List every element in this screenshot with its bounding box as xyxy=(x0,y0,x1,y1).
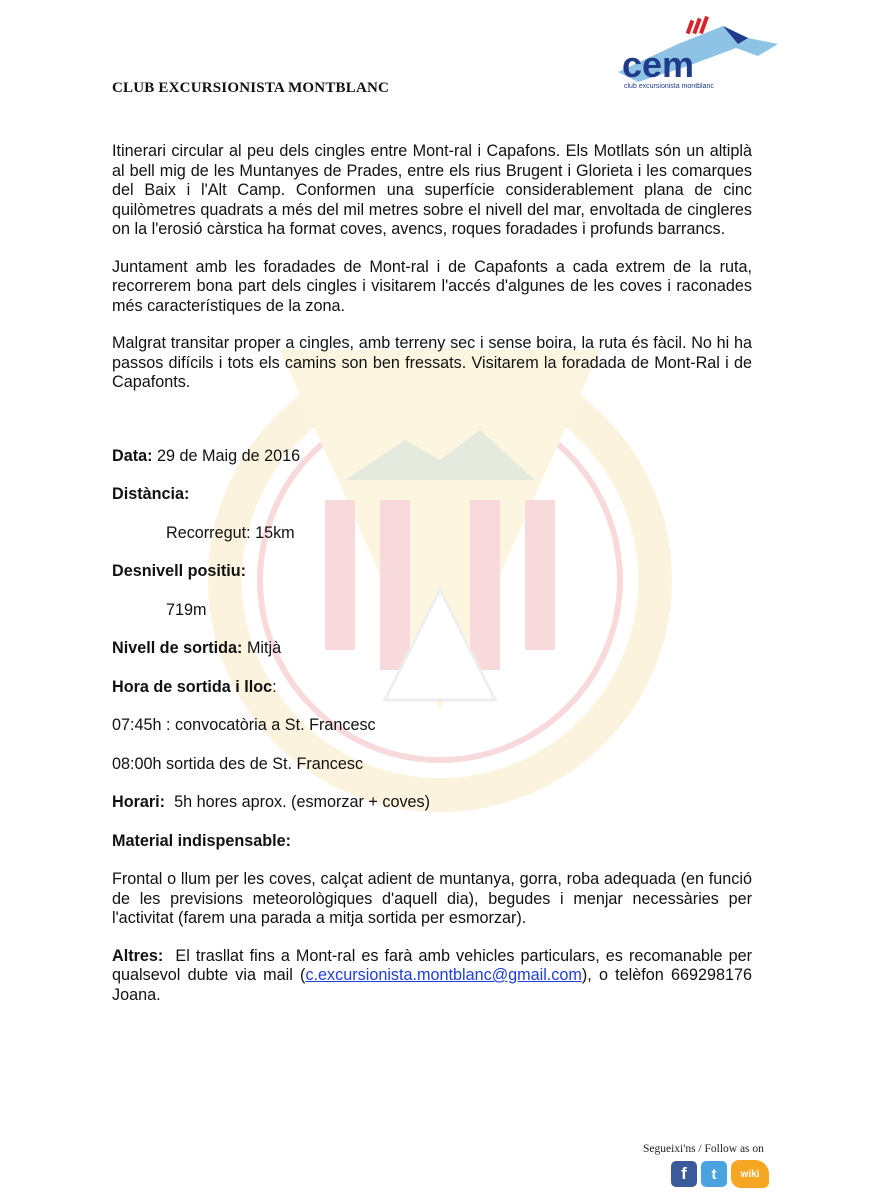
schedule-row xyxy=(112,793,752,813)
departure-label-row xyxy=(112,678,752,698)
distance-label: Distància: xyxy=(112,485,190,503)
departure-colon: : xyxy=(272,677,277,696)
distance-value: Recorregut: 15km xyxy=(166,523,295,542)
cem-logo xyxy=(618,14,780,90)
distance-label-row xyxy=(112,485,752,505)
elevation-label: Desnivell positiu: xyxy=(112,562,247,580)
material-label: Material indispensable: xyxy=(112,831,292,850)
departure-time: 08:00h sortida des de St. Francesc xyxy=(112,754,364,773)
intro-paragraph-3: Malgrat transitar proper a cingles, amb terreny sec i sense boira, la ruta és fàcil. No hi ha passos difícils i tots els camins son ben fressats. Visitarem la foradada de Mont-Ral i de Capafonts. xyxy=(112,334,752,391)
intro-paragraph-2: Juntament amb les foradades de Mont-ral i de Capafonts a cada extrem de la ruta, recorrerem bona part dels cingles i visitarem l'accés d'algunes de les coves i raconades més característiques de la zona. xyxy=(112,257,752,315)
social-footer xyxy=(643,1143,769,1188)
social-icons xyxy=(671,1160,769,1188)
material-value: Frontal o llum per les coves, calçat adient de muntanya, gorra, roba adequada (en funció de les previsions meteorològiques d'aquell dia), begudes i menjar necessàries per l'activitat (farem una parada a mitja sortida per esmorzar). xyxy=(112,870,752,927)
intro-paragraph-1: Itinerari circular al peu dels cingles entre Mont-ral i Capafons. Els Motllats són un altiplà al bell mig de les Muntanyes de Prades, entre els rius Brugent i Glorieta i les comarques del Baix i l'Alt Camp. Conformen una superfície considerablement plana de cinc quilòmetres quadrats a més del mil metres sobre el nivell del mar, envoltada de cingleres on la l'erosió càrstica ha format coves, avencs, roques foradades i profunds barrancs. xyxy=(112,142,752,238)
level-label: Nivell de sortida: xyxy=(112,639,243,657)
contact-email-link[interactable]: c.excursionista.montblanc@gmail.com xyxy=(305,966,582,984)
departure-label: Hora de sortida i lloc xyxy=(112,677,273,696)
date-value: 29 de Maig de 2016 xyxy=(156,446,301,465)
others-text-2: ), o telèfon 669298176 Joana. xyxy=(112,966,752,1004)
twitter-icon[interactable]: t xyxy=(701,1161,727,1187)
club-title: CLUB EXCURSIONISTA MONTBLANC xyxy=(112,80,390,96)
elevation-label-row xyxy=(112,562,752,582)
follow-text: Segueixi'ns / Follow as on xyxy=(643,1143,764,1155)
material-label-row xyxy=(112,832,752,852)
date-label: Data: xyxy=(112,446,153,465)
document-body xyxy=(112,142,752,1023)
date-row xyxy=(112,447,752,467)
others-text-1: El trasllat fins a Mont-ral es farà amb vehicles particulars, es recomanable per qualsevol dubte via mail ( xyxy=(112,946,752,984)
others-row xyxy=(112,947,752,1006)
wikiloc-icon[interactable]: wiki xyxy=(731,1160,769,1188)
others-label: Altres: xyxy=(112,946,164,965)
facebook-icon[interactable]: f xyxy=(671,1161,697,1187)
schedule-value: 5h hores aprox. (esmorzar + coves) xyxy=(174,793,431,811)
schedule-label: Horari: xyxy=(112,793,166,811)
logo-subtitle: club excursionista montblanc xyxy=(624,83,714,90)
elevation-value: 719m xyxy=(166,600,207,619)
meeting-time: 07:45h : convocatòria a St. Francesc xyxy=(112,716,376,734)
level-row xyxy=(112,639,752,659)
level-value: Mitjà xyxy=(246,639,282,657)
logo-wordmark: cem xyxy=(622,44,695,85)
